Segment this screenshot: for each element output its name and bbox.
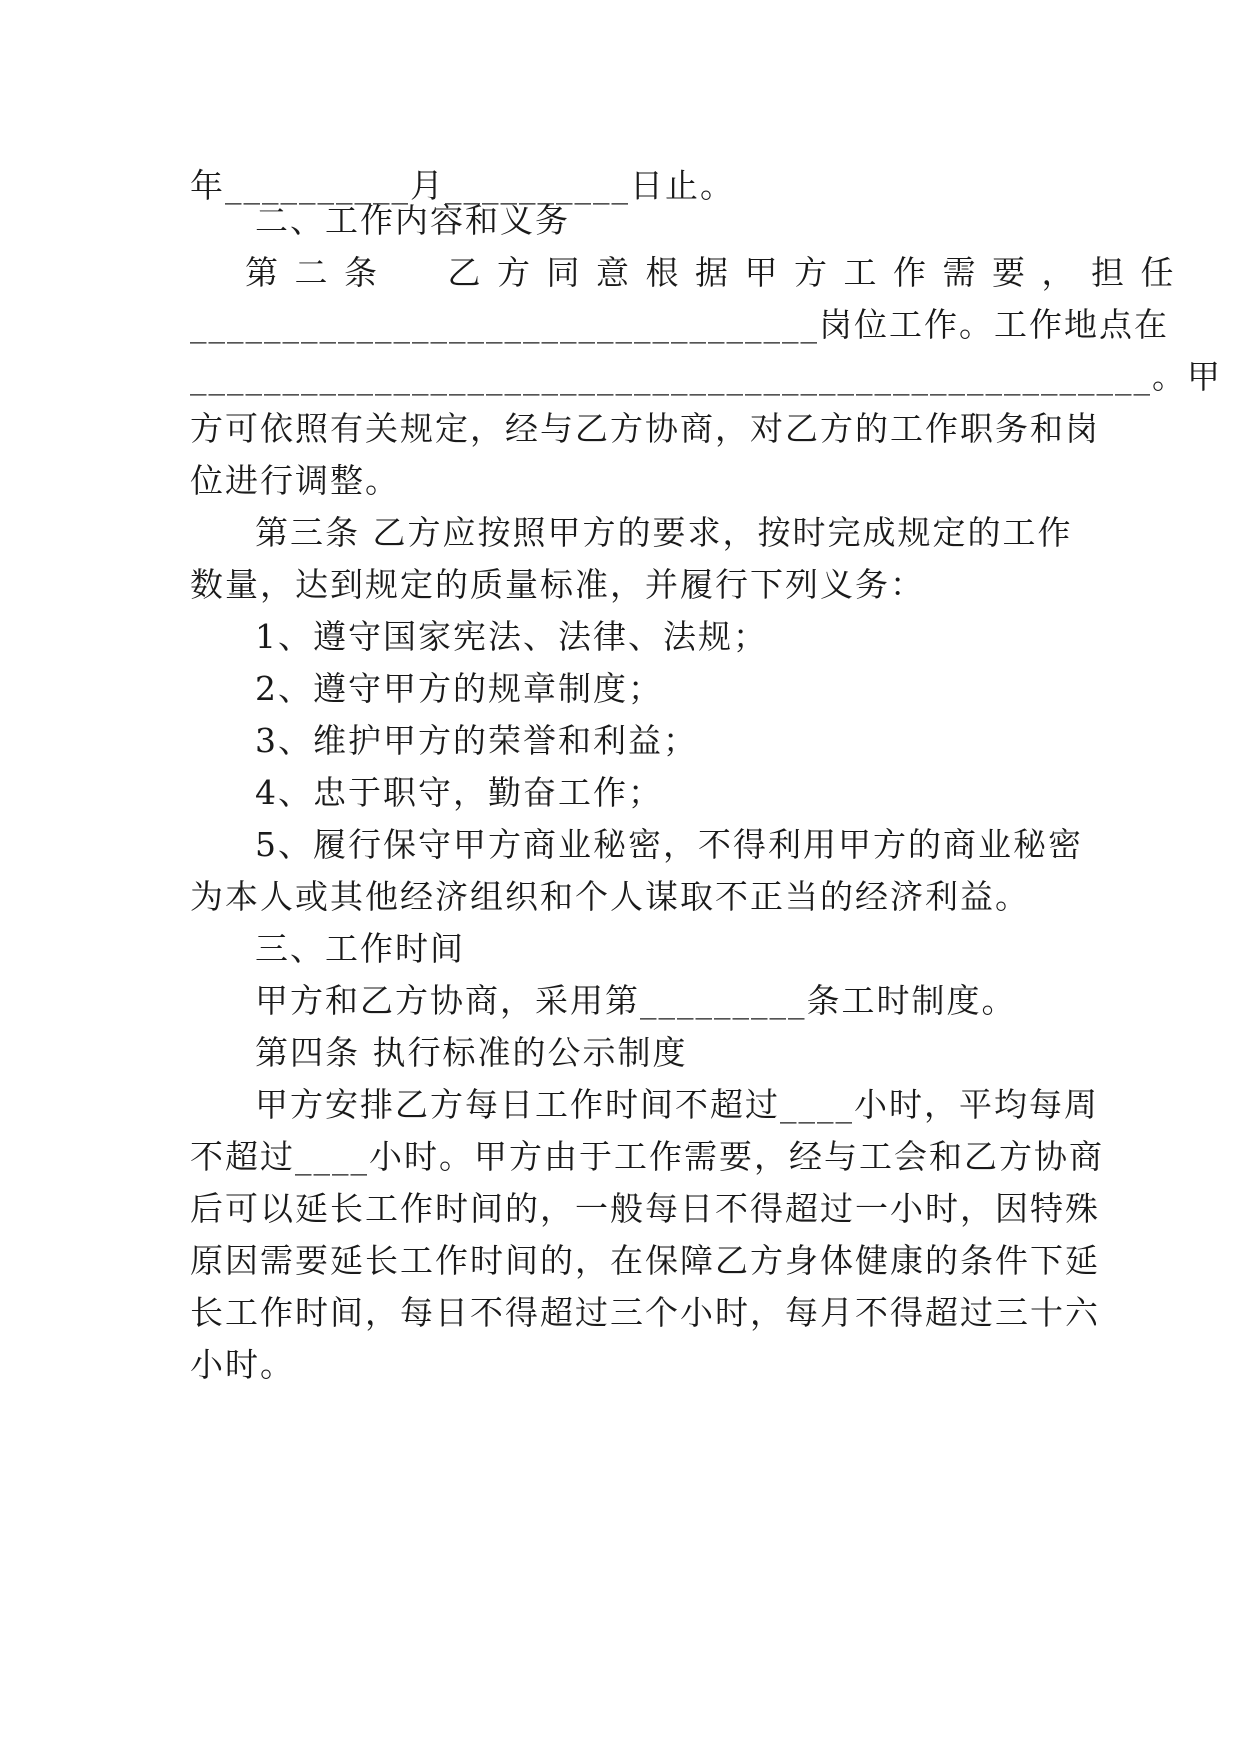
text-line: 小时。: [190, 1345, 295, 1384]
text-line: __________________________________岗位工作。工作地点在: [190, 305, 1169, 344]
section-heading: 二、工作内容和义务: [255, 201, 570, 240]
text-line: 长工作时间，每日不得超过三个小时，每月不得超过三十六: [190, 1293, 1100, 1332]
text-line: 为本人或其他经济组织和个人谋取不正当的经济利益。: [190, 877, 1030, 916]
text-line: 数量，达到规定的质量标准，并履行下列义务：: [190, 565, 925, 604]
text-line: 方可依照有关规定，经与乙方协商，对乙方的工作职务和岗: [190, 409, 1100, 448]
text-line: 甲方安排乙方每日工作时间不超过____小时，平均每周: [255, 1085, 1099, 1124]
text-line: 甲方和乙方协商，采用第_________条工时制度。: [255, 981, 1017, 1020]
list-item: 1、遵守国家宪法、法律、法规；: [255, 617, 768, 656]
text-line: 第四条 执行标准的公示制度: [255, 1033, 688, 1072]
text-line: 年__________月__________日止。: [190, 166, 735, 205]
list-item: 2、遵守甲方的规章制度；: [255, 669, 663, 708]
text-line: 原因需要延长工作时间的，在保障乙方身体健康的条件下延: [190, 1241, 1100, 1280]
text-line: 后可以延长工作时间的，一般每日不得超过一小时，因特殊: [190, 1189, 1100, 1228]
text-line: ____________________________________________________。甲: [190, 357, 1222, 396]
list-item: 5、履行保守甲方商业秘密，不得利用甲方的商业秘密: [255, 825, 1083, 864]
text-line: 位进行调整。: [190, 461, 400, 500]
section-heading: 三、工作时间: [255, 929, 465, 968]
text-line: 不超过____小时。甲方由于工作需要，经与工会和乙方协商: [190, 1137, 1104, 1176]
list-item: 4、忠于职守，勤奋工作；: [255, 773, 663, 812]
text-line: 第三条 乙方应按照甲方的要求，按时完成规定的工作: [255, 513, 1073, 552]
text-line: 第二条 乙方同意根据甲方工作需要，担任: [245, 253, 1190, 292]
list-item: 3、维护甲方的荣誉和利益；: [255, 721, 698, 760]
